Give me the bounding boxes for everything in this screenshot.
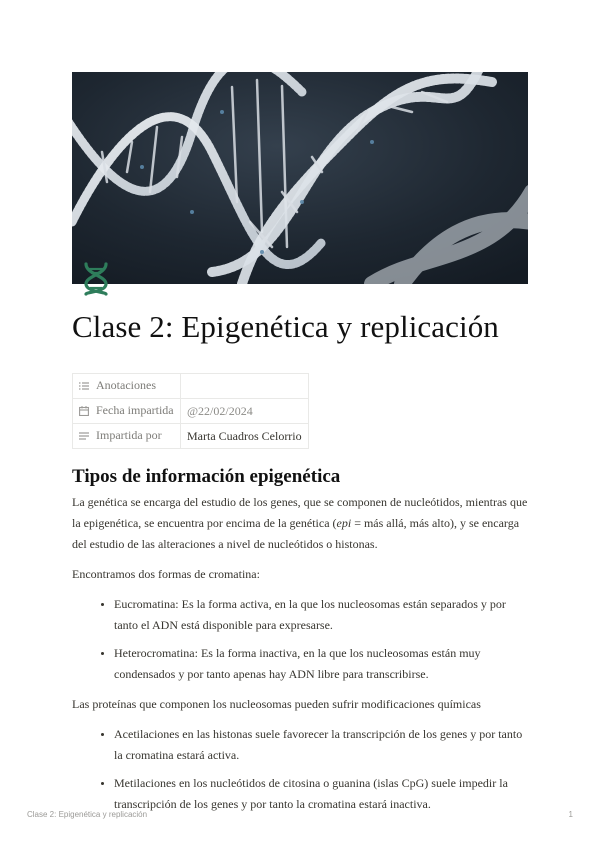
list-icon	[79, 380, 91, 395]
property-row[interactable]	[73, 424, 309, 449]
page-number: 1	[568, 810, 573, 819]
bulleted-list	[72, 594, 530, 685]
text-lines-icon	[79, 430, 91, 445]
footer-title: Clase 2: Epigenética y replicación	[27, 810, 148, 819]
property-name: Impartida por	[96, 427, 162, 442]
paragraph: Las proteínas que componen los nucleosomas pueden sufrir modificaciones químicas	[72, 697, 481, 711]
page-title: Clase 2: Epigenética y replicación	[72, 309, 499, 344]
properties-table	[72, 373, 309, 449]
section-heading: Tipos de información epigenética	[72, 466, 341, 487]
page-content	[72, 492, 530, 824]
property-row[interactable]	[73, 374, 309, 399]
property-name: Anotaciones	[96, 377, 156, 392]
list-item: • Heterocromatina: Es la forma inactiva, en la que los nucleosomas están muy condensados y por tanto apenas hay ADN libre para transcribirse.	[114, 643, 530, 685]
property-value[interactable]: Marta Cuadros Celorrio	[181, 424, 309, 449]
property-row[interactable]	[73, 399, 309, 424]
property-value[interactable]: @22/02/2024	[181, 399, 309, 424]
list-item: • Acetilaciones en las histonas suele favorecer la transcripción de los genes y por tanto la cromatina estará activa.	[114, 724, 530, 766]
dna-icon	[80, 262, 112, 296]
property-name: Fecha impartida	[96, 402, 174, 417]
paragraph: La genética se encarga del estudio de los genes, que se componen de nucleótidos, mientras que la epigenética, se encuentra por encima de la genética (epi = más allá, más alto), y se encarga del estudio de las alteraciones a nivel de nucleótidos o histonas.	[72, 495, 528, 551]
list-item: • Eucromatina: Es la forma activa, en la que los nucleosomas están separados y por tanto el ADN está disponible para expresarse.	[114, 594, 530, 636]
paragraph: Encontramos dos formas de cromatina:	[72, 567, 260, 581]
calendar-icon	[79, 405, 91, 420]
property-value[interactable]	[181, 374, 309, 399]
bulleted-list	[72, 724, 530, 815]
cover-image	[72, 72, 528, 284]
list-item: • Metilaciones en los nucleótidos de citosina o guanina (islas CpG) suele impedir la transcripción de los genes y por tanto la cromatina estará inactiva.	[114, 773, 530, 815]
